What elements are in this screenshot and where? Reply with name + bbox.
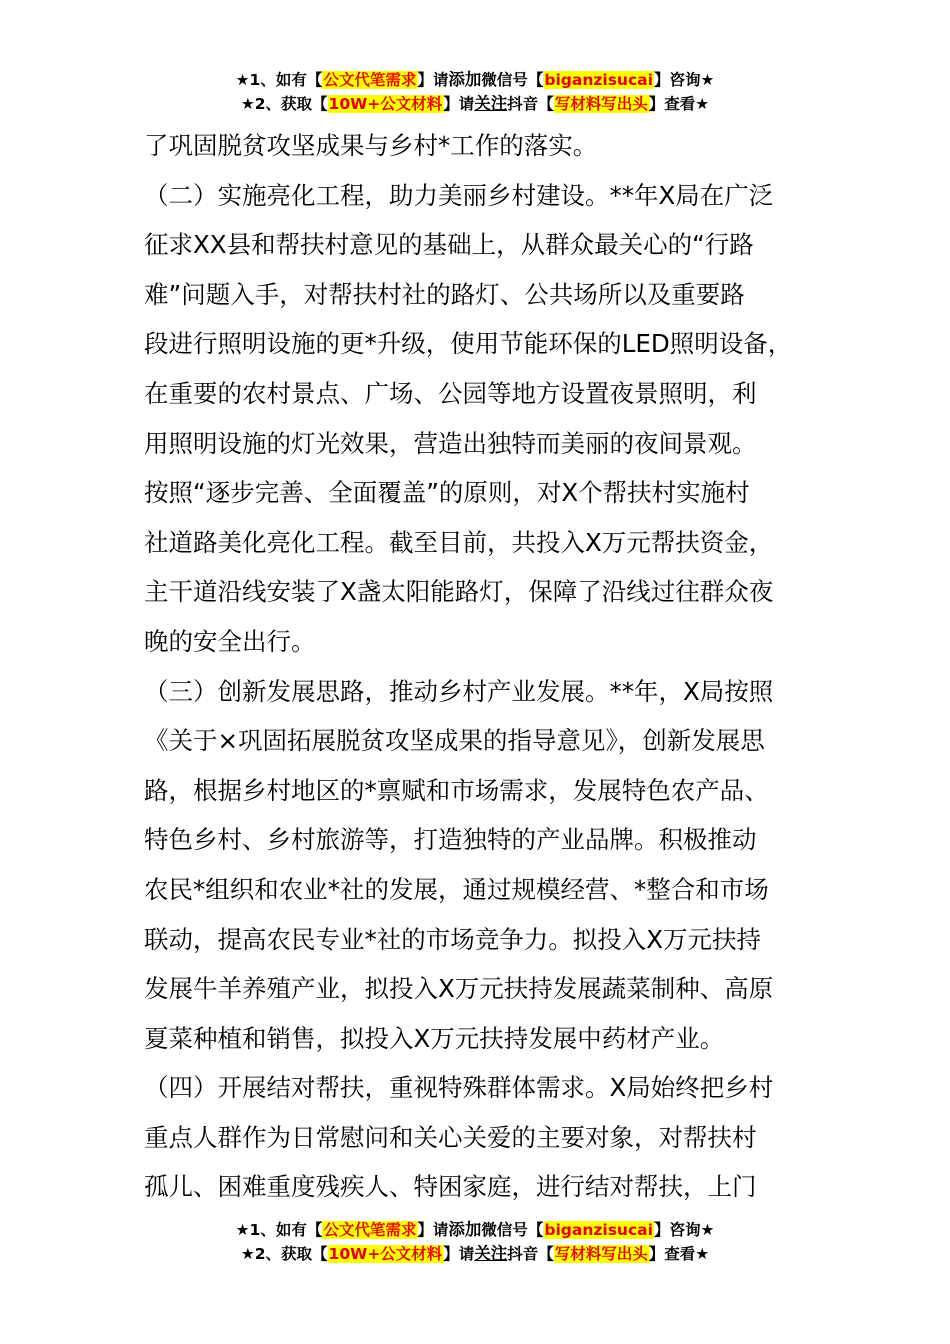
text-line: 段进行照明设施的更*升级，使用节能环保的LED照明设备， bbox=[144, 329, 793, 359]
promo-text: 】咨询★ bbox=[653, 1221, 715, 1239]
section-heading-line: （三）创新发展思路，推动乡村产业发展。**年，X局按照 bbox=[144, 676, 774, 706]
promo-line-2 bbox=[0, 92, 950, 116]
promo-text: 】查看★ bbox=[648, 1245, 710, 1263]
text-line: 路，根据乡村地区的*禀赋和市场需求，发展特色农产品、 bbox=[144, 775, 769, 805]
header-promo-banner bbox=[0, 68, 950, 116]
text-line: 用照明设施的灯光效果，营造出独特而美丽的夜间景观。 bbox=[144, 428, 757, 458]
text-line: 社道路美化亮化工程。截至目前，共投入X万元帮扶资金， bbox=[144, 527, 774, 557]
promo-highlight: 10W+公文材料 bbox=[328, 1245, 443, 1263]
text-line: 在重要的农村景点、广场、公园等地方设置夜景照明，利 bbox=[144, 378, 757, 408]
text-line: 按照“逐步完善、全面覆盖”的原则，对X个帮扶村实施村 bbox=[144, 478, 750, 508]
promo-emphasis: 关注 bbox=[474, 94, 508, 113]
promo-line-1 bbox=[0, 1218, 950, 1242]
promo-douyin-id: 写材料写出头 bbox=[554, 1245, 648, 1263]
text-line: 重点人群作为日常慰问和关心关爱的主要对象，对帮扶村 bbox=[144, 1122, 757, 1152]
text-line: 特色乡村、乡村旅游等，打造独特的产业品牌。积极推动 bbox=[144, 825, 757, 855]
section-heading-line: （二）实施亮化工程，助力美丽乡村建设。**年X局在广泛 bbox=[144, 180, 774, 210]
text-line: 孤儿、困难重度残疾人、特困家庭，进行结对帮扶，上门 bbox=[144, 1172, 757, 1202]
promo-text: ★2、获取【 bbox=[240, 95, 328, 113]
promo-emphasis: 关注 bbox=[474, 1244, 508, 1263]
promo-line-1 bbox=[0, 68, 950, 92]
promo-line-2 bbox=[0, 1242, 950, 1266]
text-line: 了巩固脱贫攻坚成果与乡村*工作的落实。 bbox=[144, 131, 598, 160]
promo-text: ★1、如有【 bbox=[235, 71, 323, 89]
promo-text: 】查看★ bbox=[648, 95, 710, 113]
promo-text: 】请 bbox=[417, 71, 449, 89]
promo-text: 抖音【 bbox=[507, 95, 554, 113]
text-line: 夏菜种植和销售，拟投入X万元扶持发展中药材产业。 bbox=[144, 1023, 725, 1053]
promo-emphasis: 添加 bbox=[448, 70, 482, 89]
promo-text: 】请 bbox=[417, 1221, 449, 1239]
text-line: 农民*组织和农业*社的发展，通过规模经营、*整合和市场 bbox=[144, 874, 769, 904]
promo-highlight: 公文代笔需求 bbox=[323, 1221, 417, 1239]
promo-highlight: 公文代笔需求 bbox=[323, 71, 417, 89]
promo-emphasis: 添加 bbox=[448, 1220, 482, 1239]
promo-wechat-id: biganzisucai bbox=[544, 1221, 653, 1239]
promo-text: ★2、获取【 bbox=[240, 1245, 328, 1263]
text-line: 发展牛羊养殖产业，拟投入X万元扶持发展蔬菜制种、高原 bbox=[144, 974, 774, 1004]
promo-text: 】请 bbox=[443, 95, 475, 113]
footer-promo-banner bbox=[0, 1218, 950, 1266]
promo-text: ★1、如有【 bbox=[235, 1221, 323, 1239]
text-line: 主干道沿线安装了X盏太阳能路灯，保障了沿线过往群众夜 bbox=[144, 577, 774, 607]
promo-douyin-id: 写材料写出头 bbox=[554, 95, 648, 113]
promo-text: 抖音【 bbox=[507, 1245, 554, 1263]
promo-text: 微信号【 bbox=[481, 1221, 544, 1239]
promo-highlight: 10W+公文材料 bbox=[328, 95, 443, 113]
promo-text: 】咨询★ bbox=[653, 71, 715, 89]
text-line: 征求XX县和帮扶村意见的基础上，从群众最关心的“行路 bbox=[144, 230, 754, 260]
text-line: 联动，提高农民专业*社的市场竞争力。拟投入X万元扶持 bbox=[144, 924, 762, 954]
text-line: 《关于×巩固拓展脱贫攻坚成果的指导意见》，创新发展思 bbox=[144, 726, 765, 756]
promo-wechat-id: biganzisucai bbox=[544, 71, 653, 89]
document-body bbox=[144, 121, 834, 1212]
text-line: 难”问题入手，对帮扶村社的路灯、公共场所以及重要路 bbox=[144, 279, 745, 309]
section-heading-line: （四）开展结对帮扶，重视特殊群体需求。X局始终把乡村 bbox=[144, 1073, 774, 1103]
promo-text: 】请 bbox=[443, 1245, 475, 1263]
promo-text: 微信号【 bbox=[481, 71, 544, 89]
text-line: 晚的安全出行。 bbox=[144, 626, 316, 656]
